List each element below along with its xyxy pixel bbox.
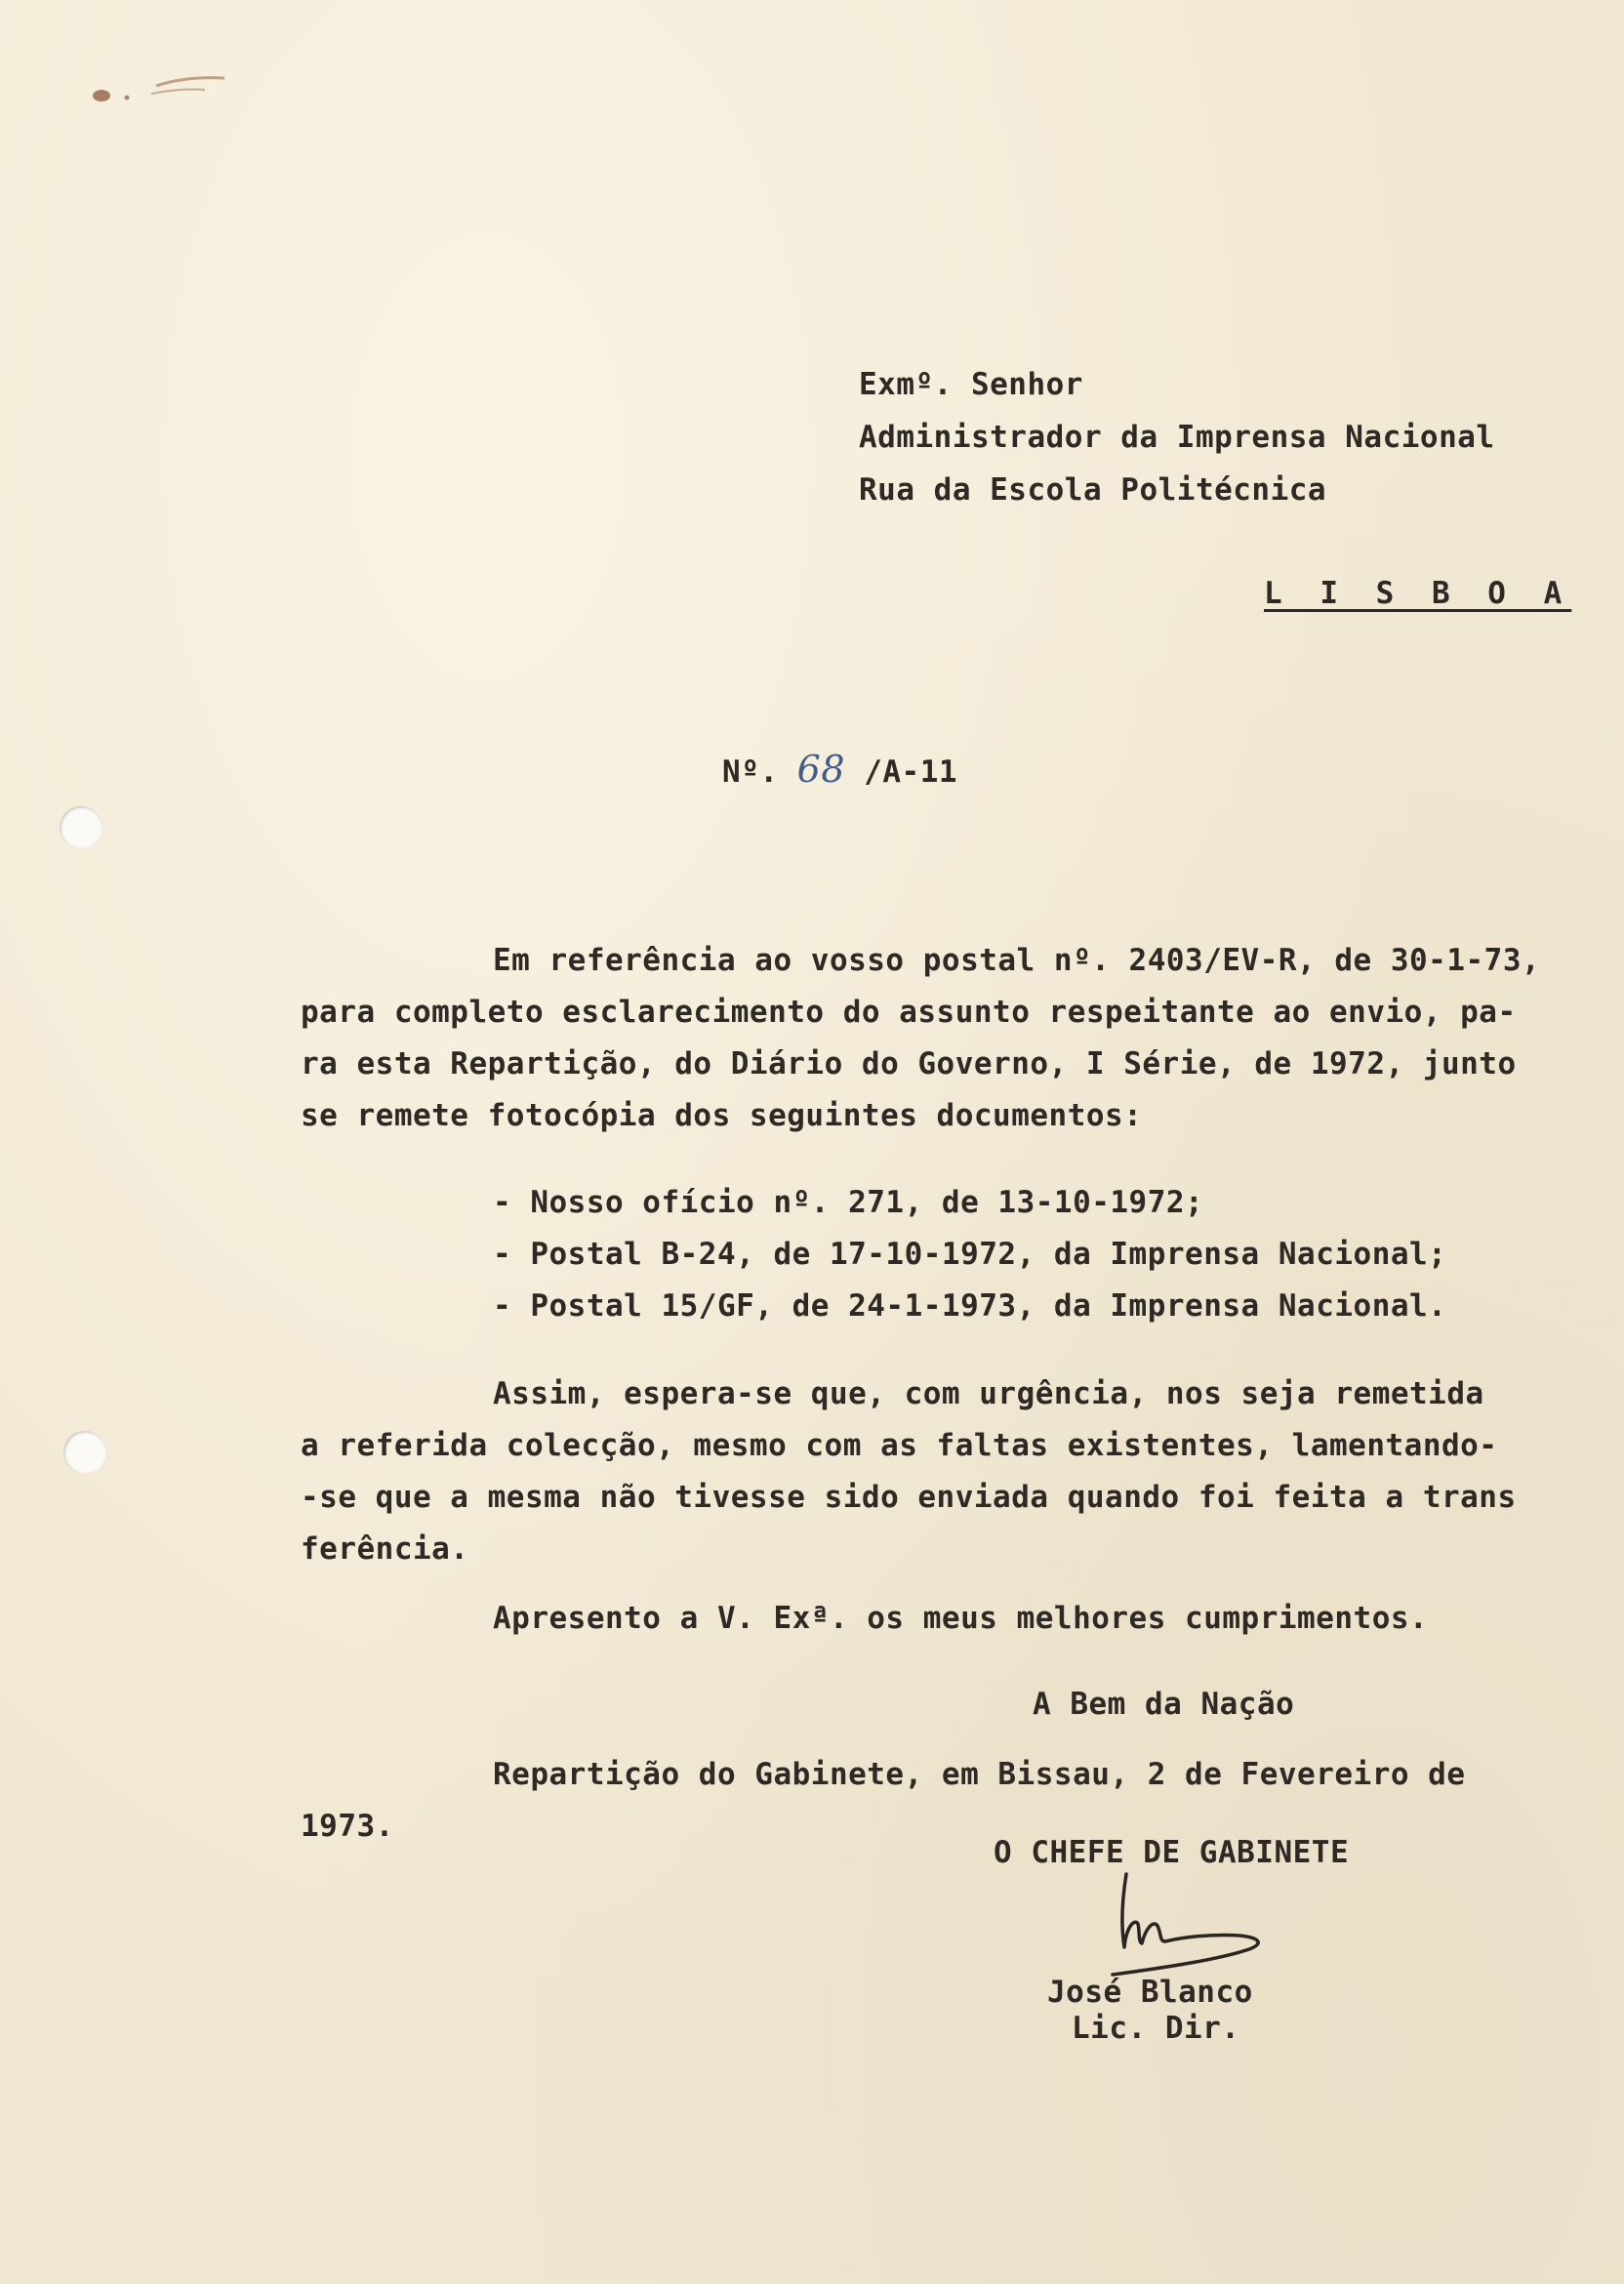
recipient-city: L I S B O A bbox=[1264, 576, 1572, 611]
place-date: Repartição do Gabinete, em Bissau, 2 de Fevereiro de bbox=[493, 1757, 1466, 1792]
document-list-item: - Postal 15/GF, de 24-1-1973, da Imprensa Nacional. bbox=[493, 1288, 1447, 1324]
recipient-title: Administrador da Imprensa Nacional bbox=[859, 420, 1495, 455]
document-list-item: - Nosso ofício nº. 271, de 13-10-1972; bbox=[493, 1185, 1204, 1220]
signer-name: José Blanco bbox=[1047, 1975, 1253, 2010]
para2-line: a referida colecção, mesmo com as faltas existentes, lamentando- bbox=[301, 1428, 1498, 1463]
reference-prefix: Nº. bbox=[722, 755, 779, 790]
closing-line: Apresento a V. Exª. os meus melhores cumprimentos. bbox=[493, 1601, 1429, 1636]
recipient-street: Rua da Escola Politécnica bbox=[859, 472, 1327, 508]
punch-hole-top bbox=[60, 806, 102, 849]
motto: A Bem da Nação bbox=[1033, 1687, 1295, 1722]
signer-title: O CHEFE DE GABINETE bbox=[994, 1835, 1350, 1870]
para1-line: para completo esclarecimento do assunto respeitante ao envio, pa- bbox=[301, 995, 1517, 1030]
reference-suffix: /A-11 bbox=[864, 755, 958, 790]
para2-line: Assim, espera-se que, com urgência, nos seja remetida bbox=[493, 1376, 1484, 1411]
handwritten-signature bbox=[1074, 1869, 1298, 1986]
para2-line: -se que a mesma não tivesse sido enviada quando foi feita a trans bbox=[301, 1480, 1517, 1515]
reference-line bbox=[722, 748, 958, 791]
para2-line: ferência. bbox=[301, 1531, 469, 1567]
reference-number-handwritten: 68 bbox=[796, 748, 846, 791]
rust-stain bbox=[88, 66, 234, 105]
punch-hole-bottom bbox=[63, 1431, 106, 1474]
para1-line: ra esta Repartição, do Diário do Governo, I Série, de 1972, junto bbox=[301, 1046, 1517, 1081]
para1-line: se remete fotocópia dos seguintes documentos: bbox=[301, 1098, 1143, 1133]
year: 1973. bbox=[301, 1809, 394, 1844]
signer-credentials: Lic. Dir. bbox=[1072, 2011, 1240, 2046]
para1-line: Em referência ao vosso postal nº. 2403/EV-R, de 30-1-73, bbox=[493, 943, 1541, 978]
salutation: Exmº. Senhor bbox=[859, 367, 1083, 402]
document-list-item: - Postal B-24, de 17-10-1972, da Imprensa Nacional; bbox=[493, 1237, 1447, 1272]
